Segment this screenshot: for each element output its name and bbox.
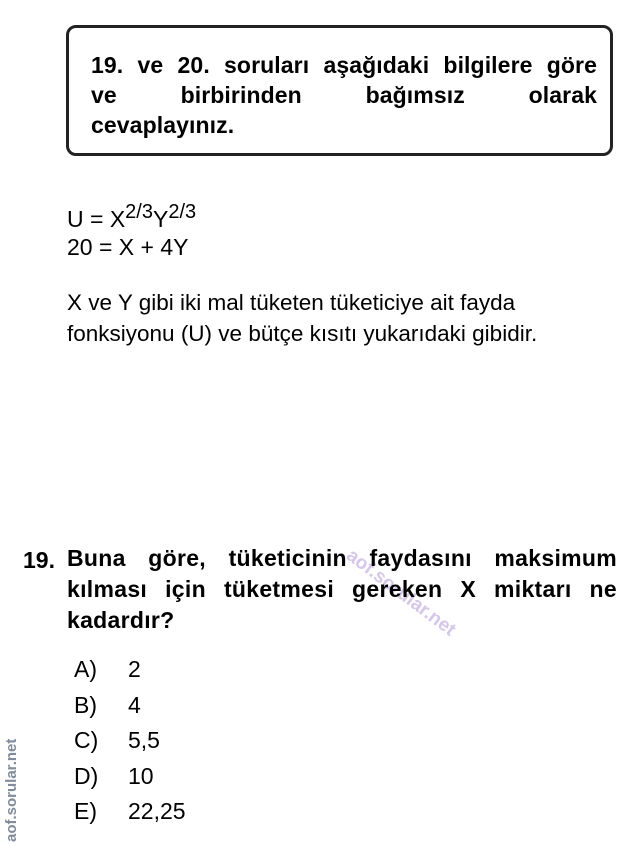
answer-options (74, 652, 186, 830)
y-base: Y (152, 206, 169, 232)
instruction-line-3: cevaplayınız. (91, 112, 235, 138)
option-c[interactable] (74, 723, 186, 759)
problem-description: X ve Y gibi iki mal tüketen tüketiciye ait fayda fonksiyonu (U) ve bütçe kısıtı yukarıdaki gibidir. (67, 290, 538, 346)
utility-lhs: U = X (67, 206, 126, 232)
y-exponent: 2/3 (168, 201, 197, 223)
utility-function (67, 201, 197, 235)
instruction-line-2: ve birbirinden bağımsız olarak (91, 82, 597, 108)
option-letter: A) (74, 656, 97, 683)
watermark-vertical: aof.sorular.net (3, 738, 20, 842)
option-letter: C) (74, 727, 99, 754)
option-value: 22,25 (128, 798, 186, 825)
option-value: 10 (128, 762, 154, 789)
option-value: 5,5 (128, 727, 160, 754)
option-a[interactable] (74, 652, 186, 688)
instruction-box (66, 25, 613, 156)
budget-constraint: 20 = X + 4Y (67, 234, 189, 260)
option-d[interactable] (74, 759, 186, 795)
option-value: 4 (128, 691, 141, 718)
option-b[interactable] (74, 688, 186, 724)
x-exponent: 2/3 (125, 201, 153, 223)
instruction-line-1: 19. ve 20. soruları aşağıdaki bilgilere göre (91, 52, 597, 78)
instruction-text (91, 50, 597, 140)
option-e[interactable] (74, 794, 186, 830)
question-text: Buna göre, tüketicinin faydasını maksimum kılması için tüketmesi gereken X miktarı ne kadardır? (67, 545, 617, 633)
option-letter: E) (74, 798, 97, 825)
option-letter: D) (74, 762, 99, 789)
watermark-diagonal: aof.sorular.net (342, 545, 460, 641)
option-value: 2 (128, 656, 141, 683)
question-number: 19. (23, 547, 55, 573)
option-letter: B) (74, 691, 97, 718)
